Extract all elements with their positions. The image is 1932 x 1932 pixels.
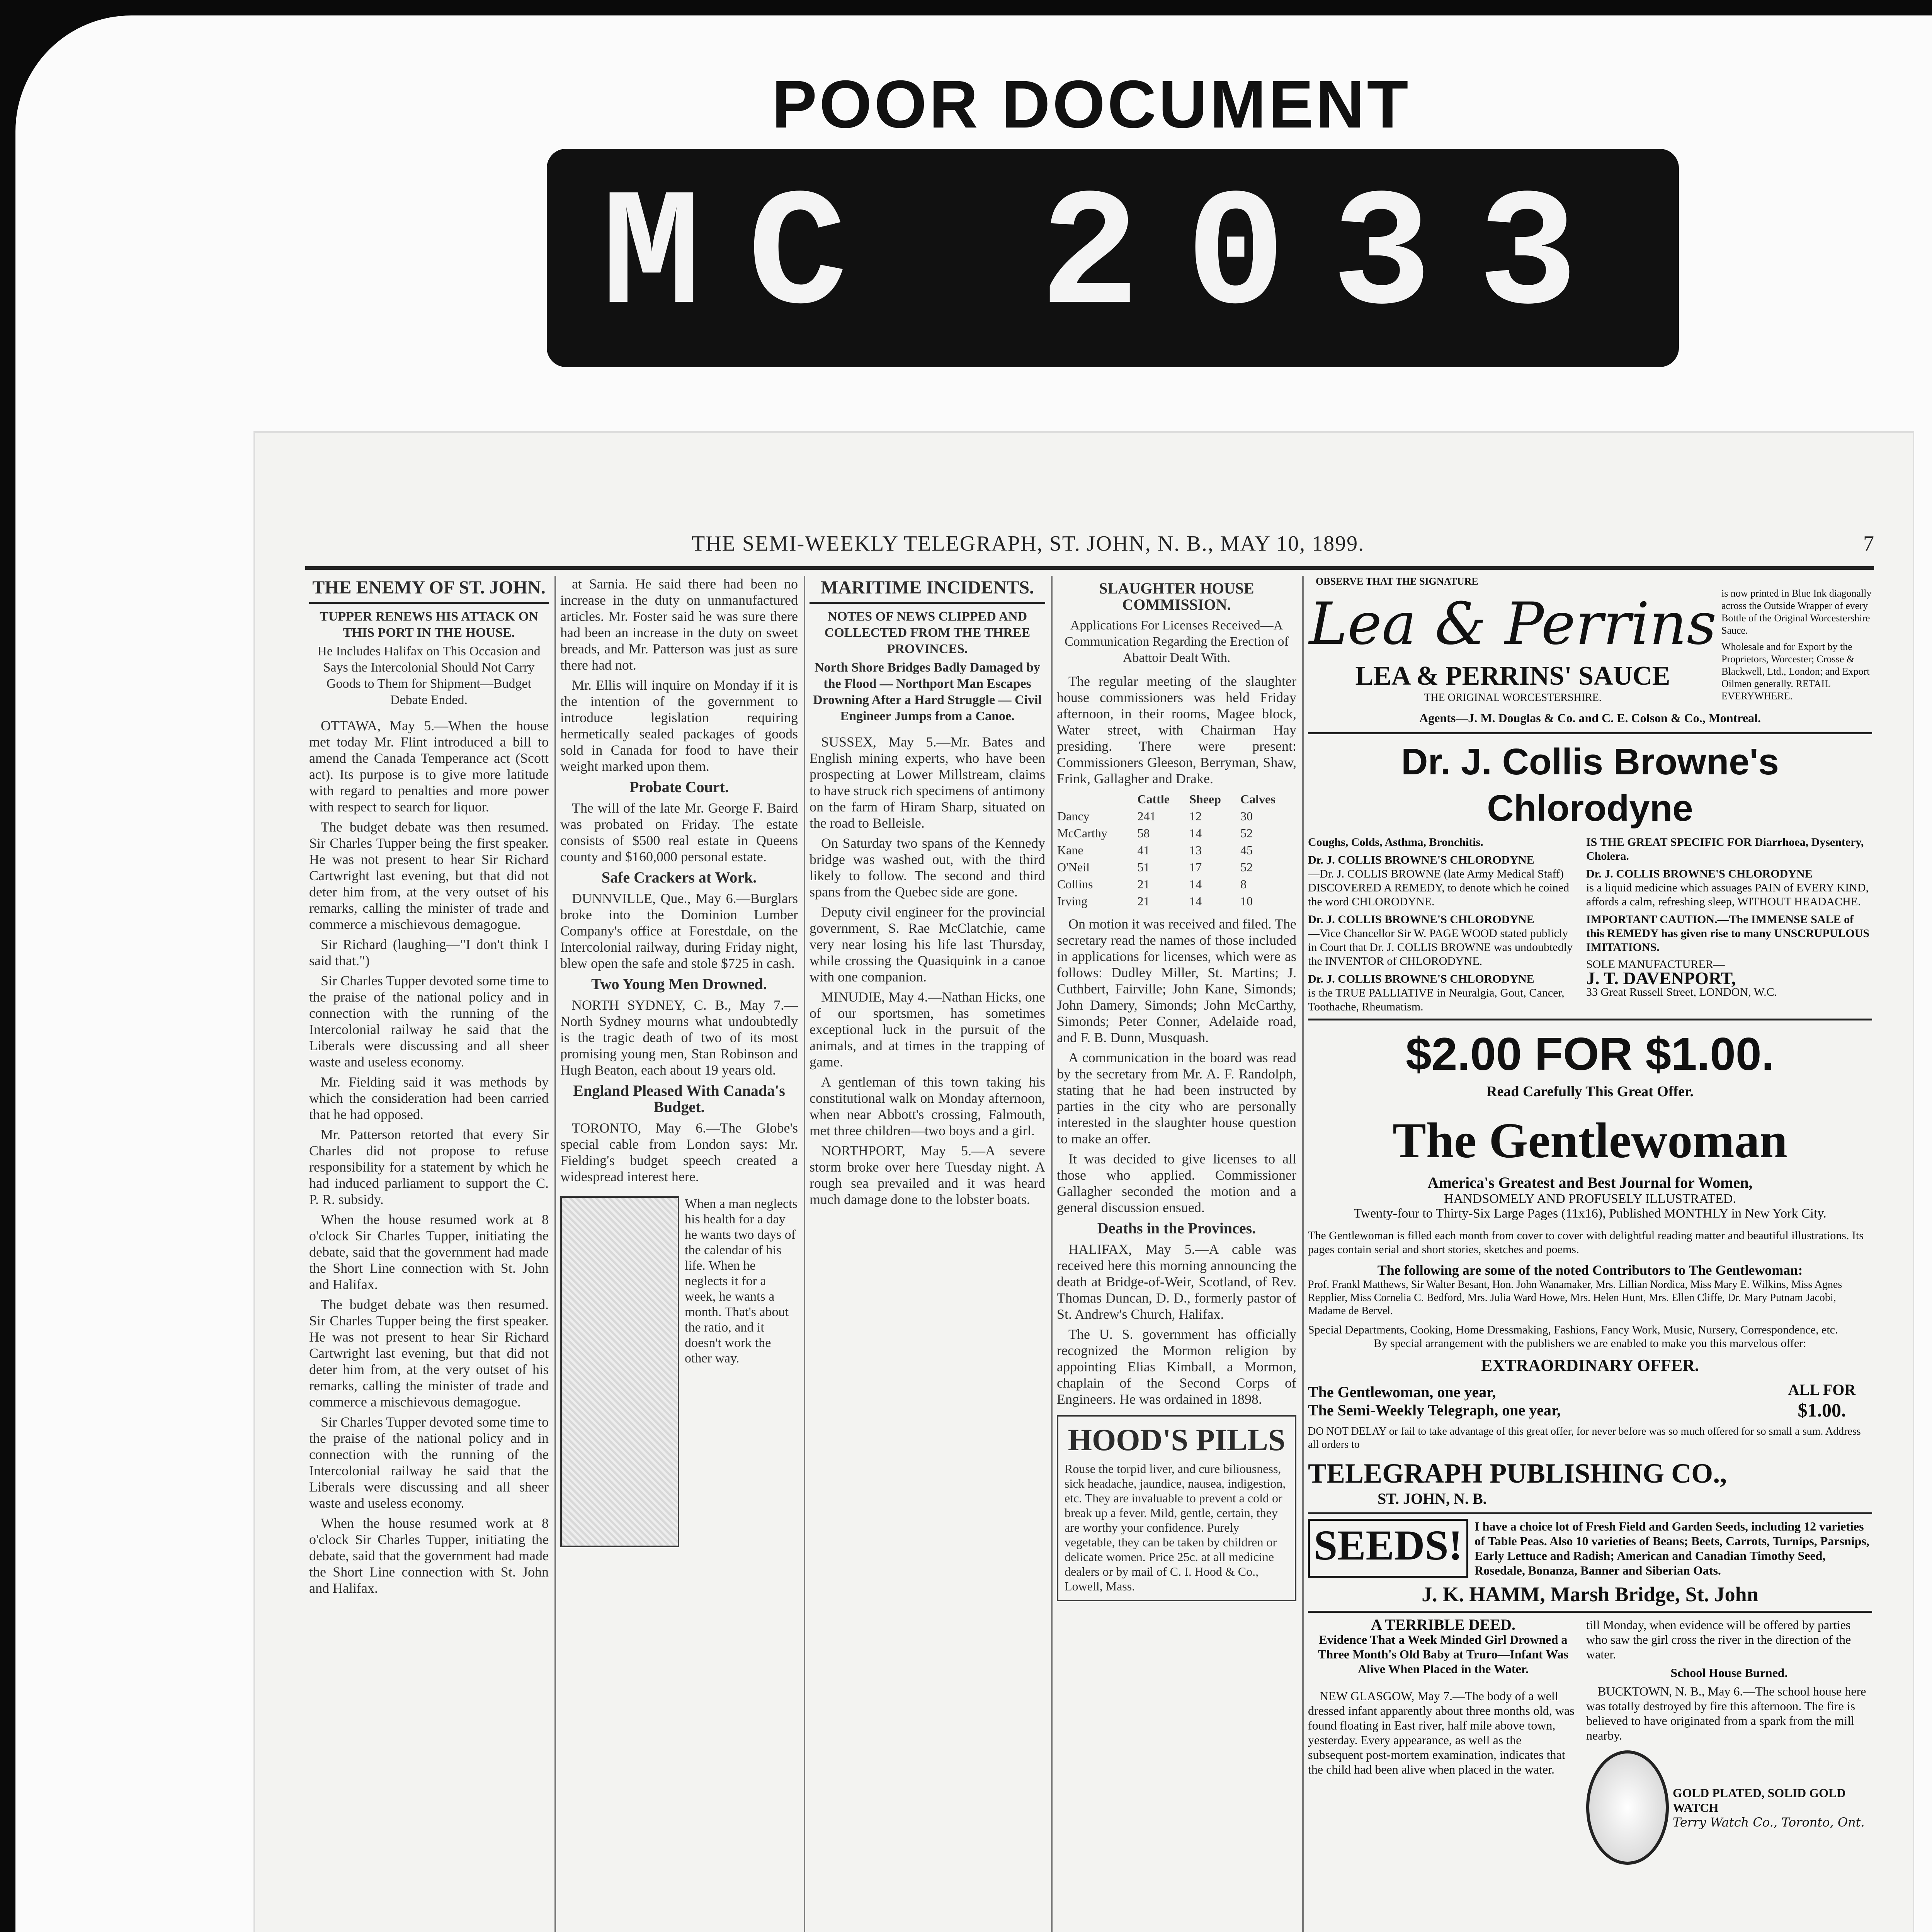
article-paragraph: Mr. Ellis will inquire on Monday if it is the intention of the government to introduce legislation requiring hermetically sealed packages of goods sold in Canada for food to have their weight marked upon them.	[560, 677, 798, 774]
offer-line-gentlewoman: The Gentlewoman, one year,	[1308, 1383, 1496, 1401]
article-paragraph: Mr. Fielding said it was methods by which the consideration had been carried that he had opposed.	[309, 1074, 549, 1122]
offer-all-for: ALL FOR	[1788, 1381, 1856, 1398]
gentlewoman-subtitle-3: Twenty-four to Thirty-Six Large Pages (11x16), Published MONTHLY in New York City.	[1354, 1206, 1827, 1221]
gentlewoman-subtitle: America's Greatest and Best Journal for Women,	[1427, 1174, 1753, 1191]
article-paragraph: It was decided to give licenses to all those who applied. Commissioner Gallagher seconded the motion and a general discussion ensued.	[1057, 1151, 1296, 1215]
hoods-text: Rouse the torpid liver, and cure biliousness, sick headache, jaundice, nausea, indigestion, etc. They are invaluable to prevent a cold or break up a fever. Mild, gentle, certain, they are worthy your confidence. Purely vegetable, they can be taken by children or delicate women. Price 25c. at all medicine dealers or by mail of C. I. Hood & Co., Lowell, Mass.	[1065, 1462, 1286, 1593]
offer-line-telegraph: The Semi-Weekly Telegraph, one year,	[1308, 1401, 1561, 1419]
gentlewoman-subtitle-2: HANDSOMELY AND PROFUSELY ILLUSTRATED.	[1444, 1192, 1736, 1206]
table-cell: Kane	[1057, 843, 1083, 857]
section-heading: Safe Crackers at Work.	[601, 869, 757, 886]
divider	[309, 602, 549, 604]
watch-company: Terry Watch Co., Toronto, Ont.	[1672, 1815, 1865, 1830]
table-row	[1057, 859, 1296, 876]
davenport-address: 33 Great Russell Street, LONDON, W.C.	[1586, 986, 1777, 998]
slaughter-table	[1057, 791, 1296, 910]
deck: He Includes Halifax on This Occasion and Says the Intercolonial Should Not Carry Goods to Them for Shipment—Budget Debate Ended.	[317, 644, 541, 707]
terrible-deed-deck: Evidence That a Week Minded Girl Drowned a Three Month's Old Baby at Truro—Infant Was Alive When Placed in the Water.	[1318, 1633, 1568, 1676]
article-paragraph: NORTH SYDNEY, C. B., May 7.—North Sydney mourns what undoubtedly is the tragic death of two of its most promising young men, Stan Robinson and Hugh Beaton, each about 19 years old.	[560, 997, 798, 1078]
masthead	[305, 531, 1874, 558]
divider	[1308, 1611, 1872, 1613]
article-paragraph: NEW GLASGOW, May 7.—The body of a well dressed infant apparently about three months old, was found floating in East river, half mile above town, yesterday. Every appearance, as well as the subsequent post-mortem examination, indicates that the child had been alive when placed in the water.	[1308, 1689, 1575, 1776]
divider	[1308, 1019, 1872, 1020]
table-cell: 8	[1240, 877, 1247, 891]
table-cell: 14	[1189, 877, 1202, 891]
article-paragraph: Mr. Patterson retorted that every Sir Charles did not propose to refuse responsibility for a statement by which he had induced parliament to support the C. P. R. subsidy.	[309, 1127, 549, 1207]
gentlewoman-body: The Gentlewoman is filled each month from cover to cover with delightful reading matter and beautiful illustrations. Its pages contain serial and short stories, sketches and poems.	[1308, 1229, 1864, 1256]
table-cell: 13	[1189, 843, 1202, 857]
article-paragraph: DUNNVILLE, Que., May 6.—Burglars broke into the Dominion Lumber Company's office at Forestdale, on the Intercolonial railway, during Friday night, blew open the safe and stole $725 in cash.	[560, 891, 798, 971]
section-heading: Probate Court.	[629, 778, 729, 796]
divider	[1308, 1512, 1872, 1514]
table-header-cell: Sheep	[1189, 792, 1221, 806]
article-paragraph: The budget debate was then resumed. Sir Charles Tupper being the first speaker. He was not present to hear Sir Richard Cartwright last evening, but that did not deter him from, at the very outset of his remarks, calling the minister of trade and commerce a mischievous demagogue.	[309, 1297, 549, 1410]
masthead-title: THE SEMI-WEEKLY TELEGRAPH, ST. JOHN, N. B., MAY 10, 1899.	[692, 532, 1365, 556]
article-paragraph: A gentleman of this town taking his constitutional walk on Monday afternoon, when near Abbott's crossing, Falmouth, met three children—two boys and a girl.	[810, 1074, 1045, 1138]
lea-perrins-agents: Agents—J. M. Douglas & Co. and C. E. Colson & Co., Montreal.	[1419, 711, 1761, 725]
article-paragraph: TORONTO, May 6.—The Globe's special cable from London says: Mr. Fielding's budget speech created a widespread interest here.	[560, 1120, 798, 1184]
article-paragraph: The will of the late Mr. George F. Baird was probated on Friday. The estate consists of $500 real estate in Queens county and $160,000 personal estate.	[560, 800, 798, 864]
lea-perrins-side-text-2: Wholesale and for Export by the Proprietors, Worcester; Crosse & Blackwell, Ltd., London; and Export Oilmen generally. RETAIL EVERYWHERE.	[1721, 641, 1870, 702]
article-paragraph: A communication in the board was read by the secretary from Mr. A. F. Randolph, stating that he had been instructed by parties in the city who are personally interested in the slaughter house question to make an offer.	[1057, 1050, 1296, 1146]
article-paragraph: Sir Charles Tupper devoted some time to the praise of the national policy and in connection with the running of the Intercolonial railway he said that the Liberals were discussing and all sheer waste and useless economy.	[309, 1414, 549, 1511]
table-cell: Irving	[1057, 894, 1088, 908]
article-paragraph: OTTAWA, May 5.—When the house met today Mr. Flint introduced a bill to amend the Canada Temperance act (Scott act). Its purpose is to give more latitude with regard to penalties and more power with respect to search for liquor.	[309, 718, 549, 815]
article-paragraph: NORTHPORT, May 5.—A severe storm broke over here Tuesday night. A rough sea prevailed and it was heard much damage done to the lobster boats.	[810, 1143, 1045, 1207]
table-cell: 45	[1240, 843, 1253, 857]
davenport-name: J. T. DAVENPORT,	[1586, 968, 1736, 988]
divider	[810, 602, 1045, 604]
table-row	[1057, 893, 1296, 910]
extraordinary-offer: EXTRAORDINARY OFFER.	[1481, 1356, 1699, 1375]
section-heading: Two Young Men Drowned.	[591, 975, 767, 993]
telegraph-address: ST. JOHN, N. B.	[1378, 1490, 1487, 1507]
gentlewoman-title: The Gentlewoman	[1393, 1113, 1787, 1168]
medical-ad-text: When a man neglects his health for a day he wants two days of the calendar of his life. When he neglects it for a week, he wants a month. That's about the ratio, and it doesn't work the other way.	[685, 1197, 798, 1366]
headline: THE ENEMY OF ST. JOHN.	[312, 577, 546, 598]
offer-price: $1.00.	[1798, 1399, 1846, 1421]
deck: Applications For Licenses Received—A Communication Regarding the Erection of Abattoir Dealt With.	[1065, 618, 1289, 665]
table-cell: O'Neil	[1057, 860, 1090, 874]
table-cell: 30	[1240, 809, 1253, 823]
chlorodyne-block-title: Dr. J. COLLIS BROWNE'S CHLORODYNE	[1308, 854, 1534, 866]
subheadline: NOTES OF NEWS CLIPPED AND COLLECTED FROM THE THREE PROVINCES.	[824, 609, 1031, 656]
gentlewoman-contributors: Prof. Frankl Matthews, Sir Walter Besant, Hon. John Wanamaker, Mrs. Lillian Nordica, Miss Mary E. Wilkins, Miss Agnes Repplier, Miss Cornelia C. Bedford, Mrs. Julia Ward Howe, Mrs. Helen Hunt, Mrs. Ellen Cliffe, Dr. Mary Putnam Jacobi, Madame de Bervel.	[1308, 1279, 1842, 1317]
chlorodyne-block-text: —Dr. J. COLLIS BROWNE (late Army Medical Staff) DISCOVERED A REMEDY, to denote which he coined the word CHLORODYNE.	[1308, 867, 1570, 908]
table-cell: 41	[1137, 843, 1150, 857]
watch-title: GOLD PLATED, SOLID GOLD WATCH	[1672, 1786, 1846, 1815]
table-cell: 52	[1240, 860, 1253, 874]
headline: SLAUGHTER HOUSE COMMISSION.	[1099, 580, 1254, 613]
gentlewoman-contributors-heading: The following are some of the noted Contributors to The Gentlewoman:	[1377, 1262, 1803, 1278]
chlorodyne-block-text: is the TRUE PALLIATIVE in Neuralgia, Gout, Cancer, Toothache, Rheumatism.	[1308, 986, 1565, 1013]
seeds-text: I have a choice lot of Fresh Field and Garden Seeds, including 12 varieties of Table Peas. Also 10 varieties of Beans; Beets, Carrots, Turnips, Parsnips, Early Lettuce and Radish; American and Canadian Timothy Seed, Rosedale, Bonanza, Banner and Siberian Oats.	[1475, 1519, 1869, 1577]
terrible-deed-heading: A TERRIBLE DEED.	[1371, 1616, 1515, 1633]
headline: MARITIME INCIDENTS.	[820, 577, 1034, 598]
deck: North Shore Bridges Badly Damaged by the Flood — Northport Man Escapes Drowning After a Hard Struggle — Civil Engineer Jumps from a Canoe.	[813, 660, 1042, 723]
telegraph-publishing: TELEGRAPH PUBLISHING CO.,	[1308, 1458, 1727, 1489]
table-cell: 14	[1189, 894, 1202, 908]
article-paragraph: at Sarnia. He said there had been no increase in the duty on unmanufactured articles. Mr. Foster said he was sure there had been an increase in the duty on sweet breads, and Mr. Patterson was just as sure there had not.	[560, 576, 798, 673]
section-heading: England Pleased With Canada's Budget.	[573, 1082, 785, 1116]
article-paragraph: Deputy civil engineer for the provincial government, S. Rae McClatchie, came very near losing his life last Thursday, while crossing the Quasiquink in a canoe with one companion.	[810, 904, 1045, 985]
hamm-address: J. K. HAMM, Marsh Bridge, St. John	[1422, 1583, 1759, 1606]
lea-perrins-original: THE ORIGINAL WORCESTERSHIRE.	[1424, 692, 1602, 704]
gentlewoman-premium: By special arrangement with the publishers we are enabled to make you this marvelous offer:	[1374, 1337, 1806, 1350]
table-row	[1057, 876, 1296, 893]
hoods-pills-ad	[1057, 1415, 1296, 1601]
column-slaughter-house	[1057, 576, 1296, 1932]
table-cell: 21	[1137, 894, 1150, 908]
table-header-cell: Cattle	[1137, 792, 1170, 806]
table-header-cell: Calves	[1240, 792, 1276, 806]
hoods-logo: HOOD'S PILLS	[1068, 1423, 1286, 1457]
divider	[1308, 732, 1872, 734]
offer-delay: DO NOT DELAY or fail to take advantage of this great offer, for never before was so much offered for so small a sum. Address all orders to	[1308, 1425, 1861, 1451]
column-divider	[804, 576, 805, 1932]
chlorodyne-title: Dr. J. Collis Browne's Chlorodyne	[1401, 741, 1779, 829]
page-number: 7	[1863, 532, 1874, 556]
lea-perrins-side-text: is now printed in Blue Ink diagonally across the Outside Wrapper of every Bottle of the Original Worcestershire Sauce.	[1721, 588, 1872, 636]
offer-read-carefully: Read Carefully This Great Offer.	[1486, 1083, 1694, 1100]
article-paragraph: The U. S. government has officially recognized the Mormon religion by appointing Elias Kimball, a Mormon, chaplain of the Second Corps of Engineers. He was ordained in 1898.	[1057, 1327, 1296, 1407]
article-paragraph: The budget debate was then resumed. Sir Charles Tupper being the first speaker. He was not present to hear Sir Richard Cartwright last evening, but that did not deter him from, at the very outset of his remarks, calling the minister of trade and commerce a mischievous demagogue.	[309, 819, 549, 932]
lea-perrins-title: LEA & PERRINS' SAUCE	[1355, 661, 1670, 691]
article-paragraph: The regular meeting of the slaughter house commissioners was held Friday afternoon, in their rooms, Magee block, Water street, with Chairman Hay presiding. There were present: Commissioners Gleeson, Berryman, Shaw, Frink, Gallagher and Drake.	[1057, 673, 1296, 786]
subheadline: TUPPER RENEWS HIS ATTACK ON THIS PORT IN THE HOUSE.	[320, 609, 538, 640]
skeleton-illustration	[560, 1196, 679, 1547]
column-divider	[1302, 576, 1304, 1932]
table-cell: Dancy	[1057, 809, 1090, 823]
article-paragraph: On motion it was received and filed. The secretary read the names of those included in applications for licenses, which were as follows: Dudley Miller, St. Martins; J. Cuthbert, Fairville; John Kane, Simonds; John Damery, Simonds; John McCarthy, Simonds; Peter Conner, Adelaide road, and F. B. Dunn, Musquash.	[1057, 916, 1296, 1045]
table-cell: 241	[1137, 809, 1156, 823]
table-cell: 17	[1189, 860, 1202, 874]
chlorodyne-block-title: Dr. J. COLLIS BROWNE'S CHLORODYNE	[1586, 867, 1813, 880]
chlorodyne-block-title: Dr. J. COLLIS BROWNE'S CHLORODYNE	[1308, 913, 1534, 926]
article-paragraph: Sir Charles Tupper devoted some time to the praise of the national policy and in connection with the running of the Intercolonial railway he said that the Liberals were discussing and all sheer waste and useless economy.	[309, 973, 549, 1070]
chlorodyne-block-text: is a liquid medicine which assuages PAIN of EVERY KIND, affords a calm, refreshing sleep, WITHOUT HEADACHE.	[1586, 881, 1869, 908]
offer-headline: $2.00 FOR $1.00.	[1406, 1028, 1774, 1080]
table-cell: McCarthy	[1057, 826, 1107, 840]
watch-icon	[1586, 1750, 1669, 1865]
school-heading: School House Burned.	[1670, 1666, 1788, 1680]
lea-perrins-signature: Lea & Perrins	[1309, 590, 1717, 658]
column-divider	[1051, 576, 1053, 1932]
column-enemy-of-st-john	[309, 576, 549, 1932]
table-cell: 10	[1240, 894, 1253, 908]
article-paragraph: BUCKTOWN, N. B., May 6.—The school house here was totally destroyed by fire this afternoon. The fire is believed to have originated from a spark from the mill nearby.	[1586, 1684, 1866, 1742]
table-cell: 52	[1240, 826, 1253, 840]
table-cell: 12	[1189, 809, 1202, 823]
gentlewoman-departments: Special Departments, Cooking, Home Dressmaking, Fashions, Fancy Work, Music, Nursery, Correspondence, etc.	[1308, 1323, 1838, 1336]
masthead-rule	[305, 566, 1874, 570]
article-paragraph: HALIFAX, May 5.—A cable was received here this morning announcing the death at Bridge-of-Weir, Scotland, of Rev. Thomas Duncan, D. D., formerly pastor of St. Andrew's Church, Halifax.	[1057, 1242, 1296, 1322]
article-paragraph: When the house resumed work at 8 o'clock Sir Charles Tupper, initiating the debate, said that the government had made the Short Line connection with St. John and Halifax.	[309, 1515, 549, 1596]
chlorodyne-specific: IS THE GREAT SPECIFIC FOR Diarrhoea, Dysentery, Cholera.	[1586, 836, 1864, 862]
table-cell: Collins	[1057, 877, 1093, 891]
section-heading: Deaths in the Provinces.	[1097, 1219, 1256, 1237]
chlorodyne-caution: IMPORTANT CAUTION.—The IMMENSE SALE of this REMEDY has given rise to many UNSCRUPULOUS IMITATIONS.	[1586, 913, 1870, 954]
chlorodyne-block-text: —Vice Chancellor Sir W. PAGE WOOD stated publicly in Court that Dr. J. COLLIS BROWNE was undoubtedly the INVENTOR of CHLORODYNE.	[1308, 927, 1573, 968]
seeds-title: SEEDS!	[1308, 1519, 1468, 1578]
article-paragraph: When the house resumed work at 8 o'clock Sir Charles Tupper, initiating the debate, said that the government had made the Short Line connection with St. John and Halifax.	[309, 1212, 549, 1292]
table-row	[1057, 842, 1296, 859]
article-paragraph: Sir Richard (laughing—"I don't think I said that.")	[309, 937, 549, 968]
table-row	[1057, 825, 1296, 842]
table-cell: 21	[1137, 877, 1150, 891]
table-row	[1057, 808, 1296, 825]
article-paragraph: MINUDIE, May 4.—Nathan Hicks, one of our sportsmen, has sometimes exceptional luck in the pursuit of the animals, and at times in the trapping of game.	[810, 989, 1045, 1070]
column-divider	[554, 576, 556, 1932]
article-paragraph: SUSSEX, May 5.—Mr. Bates and English mining experts, who have been prospecting at Lower Millstream, claims to have struck rich specimens of antimony on the farm of Hiram Sharp, situated on the road to Belleisle.	[810, 734, 1045, 831]
table-cell: 51	[1137, 860, 1150, 874]
lp-observe: OBSERVE THAT THE SIGNATURE	[1316, 576, 1478, 587]
chlorodyne-block-title: Dr. J. COLLIS BROWNE'S CHLORODYNE	[1308, 973, 1534, 985]
table-cell: 58	[1137, 826, 1150, 840]
chlorodyne-sole-mfr: SOLE MANUFACTURER—	[1586, 958, 1725, 971]
table-header-cell	[1057, 791, 1137, 808]
article-paragraph: till Monday, when evidence will be offered by parties who saw the girl cross the river in the direction of the water.	[1586, 1618, 1851, 1661]
microfilm-code-label: MC 2033	[547, 149, 1679, 367]
advertisement-column	[1308, 576, 1872, 1932]
article-paragraph: On Saturday two spans of the Kennedy bridge was washed out, with the third likely to follow. The second and third spans from the Quebec side are gone.	[810, 835, 1045, 900]
poor-document-label: POOR DOCUMENT	[772, 67, 1411, 142]
table-cell: 14	[1189, 826, 1202, 840]
newspaper-page	[255, 433, 1913, 1932]
chlorodyne-coughs: Coughs, Colds, Asthma, Bronchitis.	[1308, 836, 1483, 849]
column-maritime-incidents	[810, 576, 1045, 1932]
column-commons-notes	[560, 576, 798, 1932]
